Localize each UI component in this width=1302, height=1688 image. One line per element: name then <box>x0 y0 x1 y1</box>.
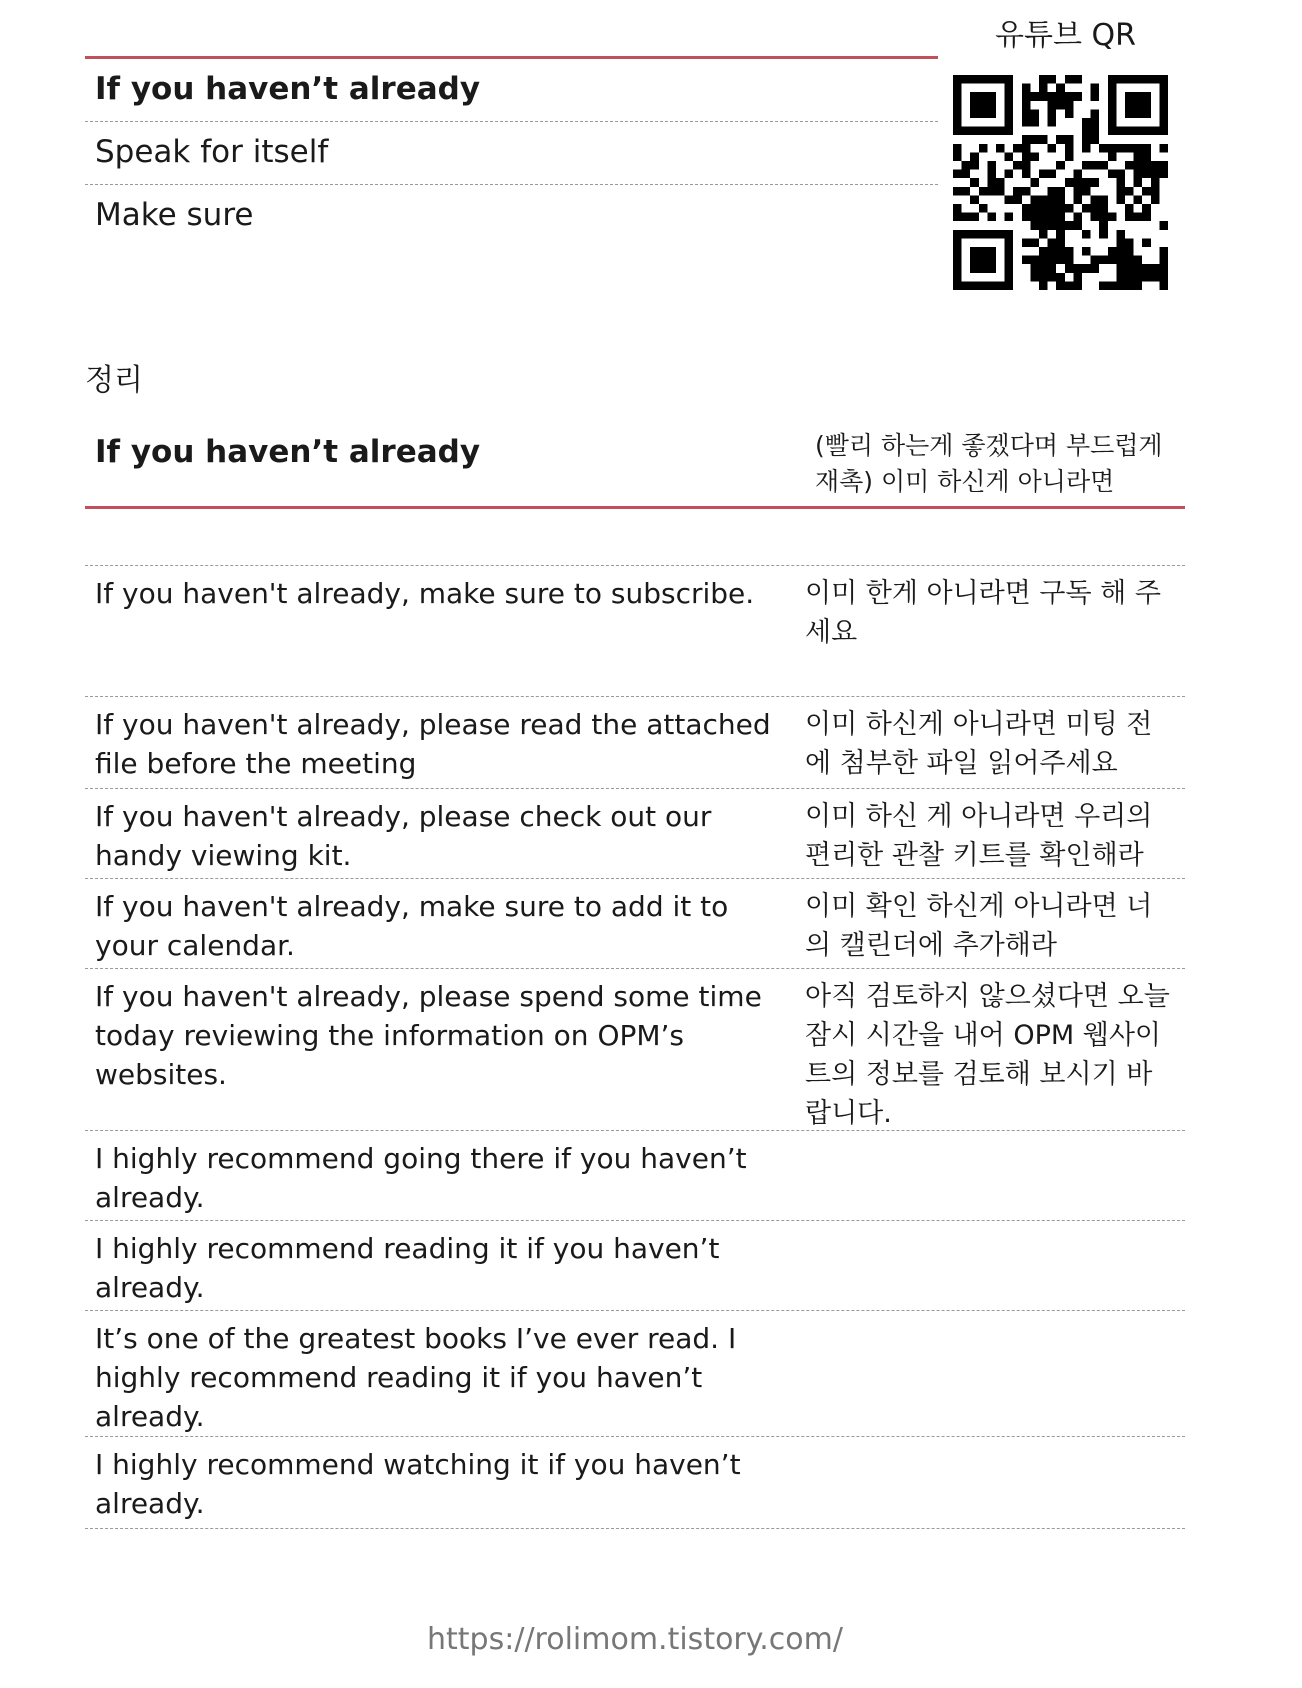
qr-code-image <box>953 75 1168 290</box>
row-korean <box>805 1131 1175 1220</box>
header-english: If you haven’t already <box>95 434 481 470</box>
row-english: It’s one of the greatest books I’ve ever read. I highly recommend reading it if you haven’t already. <box>95 1322 737 1433</box>
table-row <box>85 879 1185 969</box>
footer-url[interactable]: https://rolimom.tistory.com/ <box>427 1622 843 1657</box>
row-korean <box>805 1311 1175 1436</box>
table-row <box>85 1131 1185 1221</box>
table-row <box>85 789 1185 879</box>
header-korean: (빨리 하는게 좋겠다며 부드럽게 재촉) 이미 하신게 아니라면 <box>815 431 1163 496</box>
row-english: If you haven't already, please read the attached file before the meeting <box>95 708 771 780</box>
table-row <box>85 1221 1185 1311</box>
table-row <box>85 697 1185 789</box>
row-english: If you haven't already, make sure to subscribe. <box>95 577 755 610</box>
row-korean: 이미 확인 하신게 아니라면 너의 캘린더에 추가해라 <box>805 891 1153 961</box>
row-english: If you haven't already, please check out our handy viewing kit. <box>95 800 712 872</box>
row-korean: 이미 하신게 아니라면 미팅 전에 첨부한 파일 읽어주세요 <box>805 709 1153 779</box>
table-row <box>85 969 1185 1131</box>
row-korean: 아직 검토하지 않으셨다면 오늘 잠시 시간을 내어 OPM 웹사이트의 정보를 검토해 보시기 바랍니다. <box>805 981 1170 1129</box>
row-korean <box>805 1221 1175 1310</box>
row-korean: 이미 하신 게 아니라면 우리의 편리한 관찰 키트를 확인해라 <box>805 801 1153 871</box>
top-item-make-sure: Make sure <box>95 197 254 233</box>
top-expression-list <box>85 56 938 247</box>
table-header-row <box>85 428 1185 509</box>
expression-table <box>85 428 1185 1529</box>
table-spacer-row <box>85 509 1185 566</box>
qr-title: 유튜브 QR <box>995 18 1136 53</box>
top-item-speak-for-itself: Speak for itself <box>85 122 938 185</box>
table-row <box>85 1437 1185 1529</box>
summary-label: 정리 <box>85 363 143 398</box>
row-english: If you haven't already, make sure to add it to your calendar. <box>95 890 729 962</box>
top-item-if-you-havent-already: If you haven’t already <box>85 59 938 122</box>
row-english: If you haven't already, please spend some time today reviewing the information on OPM’s websites. <box>95 980 762 1091</box>
table-row <box>85 1311 1185 1437</box>
row-english: I highly recommend going there if you haven’t already. <box>95 1142 747 1214</box>
row-korean <box>805 1437 1175 1528</box>
row-korean: 이미 한게 아니라면 구독 해 주세요 <box>805 578 1161 648</box>
row-english: I highly recommend watching it if you haven’t already. <box>95 1448 741 1520</box>
youtube-qr-code[interactable] <box>953 75 1168 290</box>
table-row <box>85 566 1185 697</box>
row-english: I highly recommend reading it if you haven’t already. <box>95 1232 720 1304</box>
